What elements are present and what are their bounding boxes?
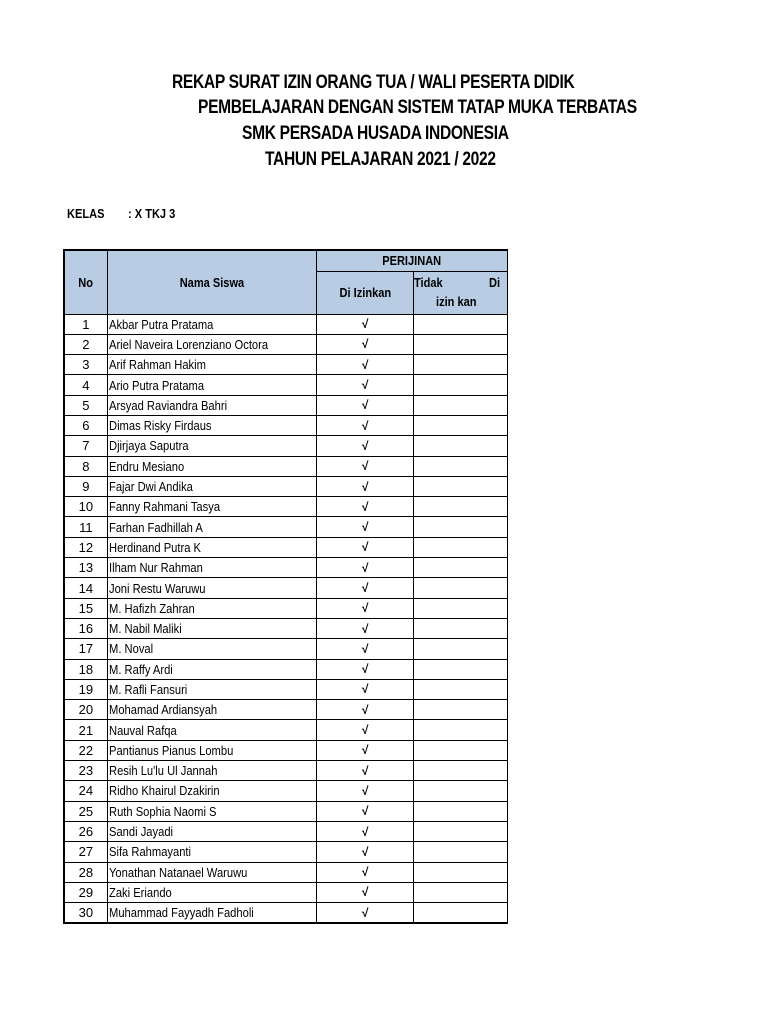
- student-name-cell: [107, 476, 316, 496]
- izin-checkmark: √: [317, 558, 414, 578]
- student-name-cell: [107, 639, 316, 659]
- student-name-cell: [107, 456, 316, 476]
- header-izinkan-word: izin kan: [436, 293, 477, 309]
- izin-checkmark: √: [317, 700, 414, 720]
- izin-checkmark: √: [317, 720, 414, 740]
- student-name: M. Rafli Fansuri: [108, 681, 188, 697]
- student-name: Sandi Jayadi: [108, 824, 173, 840]
- izin-checkmark: √: [317, 476, 414, 496]
- student-name: Nauval Rafqa: [108, 722, 177, 738]
- tidak-izin-cell: [414, 314, 508, 334]
- izin-checkmark: √: [317, 781, 414, 801]
- student-name-cell: [107, 659, 316, 679]
- table-row: [64, 618, 508, 638]
- tidak-izin-cell: [414, 821, 508, 841]
- student-name-cell: [107, 436, 316, 456]
- table-row: [64, 314, 508, 334]
- table-row: [64, 415, 508, 435]
- row-number: 6: [64, 415, 107, 435]
- student-name-cell: [107, 740, 316, 760]
- izin-checkmark: √: [317, 659, 414, 679]
- tidak-izin-cell: [414, 375, 508, 395]
- header-di-word: Di: [489, 274, 501, 290]
- row-number: 9: [64, 476, 107, 496]
- izin-checkmark: √: [317, 821, 414, 841]
- student-name-cell: [107, 395, 316, 415]
- student-name-cell: [107, 497, 316, 517]
- tidak-izin-cell: [414, 456, 508, 476]
- header-no: No: [64, 250, 107, 314]
- table-row: [64, 821, 508, 841]
- student-name-cell: [107, 598, 316, 618]
- tidak-izin-cell: [414, 639, 508, 659]
- title-line-2: PEMBELAJARAN DENGAN SISTEM TATAP MUKA TERBATAS: [198, 97, 637, 118]
- student-name: Djirjaya Saputra: [108, 438, 189, 454]
- izin-checkmark: √: [317, 355, 414, 375]
- table-row: [64, 517, 508, 537]
- tidak-izin-cell: [414, 801, 508, 821]
- student-name: Fajar Dwi Andika: [108, 479, 193, 495]
- izin-checkmark: √: [317, 842, 414, 862]
- tidak-izin-cell: [414, 395, 508, 415]
- izin-checkmark: √: [317, 903, 414, 924]
- student-name-cell: [107, 903, 316, 924]
- tidak-izin-cell: [414, 598, 508, 618]
- table-row: [64, 781, 508, 801]
- table-row: [64, 558, 508, 578]
- student-name: M. Hafizh Zahran: [108, 600, 195, 616]
- table-row: [64, 456, 508, 476]
- row-number: 2: [64, 334, 107, 354]
- student-name-cell: [107, 821, 316, 841]
- table-row: [64, 700, 508, 720]
- izin-checkmark: √: [317, 537, 414, 557]
- student-name-cell: [107, 415, 316, 435]
- izin-checkmark: √: [317, 436, 414, 456]
- student-name-cell: [107, 355, 316, 375]
- student-name-cell: [107, 558, 316, 578]
- student-name: Ilham Nur Rahman: [108, 560, 203, 576]
- student-name: Akbar Putra Pratama: [108, 316, 214, 332]
- student-name: Ariel Naveira Lorenziano Octora: [108, 336, 268, 352]
- table-row: [64, 679, 508, 699]
- table-row: [64, 862, 508, 882]
- tidak-izin-cell: [414, 740, 508, 760]
- student-name-cell: [107, 517, 316, 537]
- table-row: [64, 355, 508, 375]
- row-number: 11: [64, 517, 107, 537]
- student-name: Sifa Rahmayanti: [108, 844, 191, 860]
- tidak-izin-cell: [414, 882, 508, 902]
- row-number: 19: [64, 679, 107, 699]
- izin-checkmark: √: [317, 314, 414, 334]
- title-line-1: REKAP SURAT IZIN ORANG TUA / WALI PESERTA DIDIK: [172, 72, 575, 93]
- kelas-value: : X TKJ 3: [128, 206, 176, 221]
- izin-checkmark: √: [317, 882, 414, 902]
- tidak-izin-cell: [414, 903, 508, 924]
- table-row: [64, 659, 508, 679]
- row-number: 7: [64, 436, 107, 456]
- table-row: [64, 497, 508, 517]
- student-name: Resih Lu'lu Ul Jannah: [108, 763, 218, 779]
- student-name-cell: [107, 842, 316, 862]
- izin-checkmark: √: [317, 578, 414, 598]
- table-row: [64, 436, 508, 456]
- tidak-izin-cell: [414, 659, 508, 679]
- row-number: 18: [64, 659, 107, 679]
- izin-checkmark: √: [317, 375, 414, 395]
- tidak-izin-cell: [414, 842, 508, 862]
- student-name: Mohamad Ardiansyah: [108, 702, 217, 718]
- student-permission-table: [63, 249, 508, 924]
- student-name: Ario Putra Pratama: [108, 377, 204, 393]
- izin-checkmark: √: [317, 517, 414, 537]
- student-name: Muhammad Fayyadh Fadholi: [108, 905, 254, 921]
- student-name-cell: [107, 720, 316, 740]
- table-row: [64, 476, 508, 496]
- row-number: 8: [64, 456, 107, 476]
- izin-checkmark: √: [317, 862, 414, 882]
- tidak-izin-cell: [414, 618, 508, 638]
- tidak-izin-cell: [414, 476, 508, 496]
- row-number: 14: [64, 578, 107, 598]
- row-number: 24: [64, 781, 107, 801]
- header-tidak-diizinkan: [414, 271, 508, 314]
- row-number: 10: [64, 497, 107, 517]
- tidak-izin-cell: [414, 558, 508, 578]
- student-name: Farhan Fadhillah A: [108, 519, 203, 535]
- tidak-izin-cell: [414, 578, 508, 598]
- student-name-cell: [107, 375, 316, 395]
- student-name: Arsyad Raviandra Bahri: [108, 397, 227, 413]
- table-row: [64, 395, 508, 415]
- izin-checkmark: √: [317, 334, 414, 354]
- izin-checkmark: √: [317, 618, 414, 638]
- row-number: 22: [64, 740, 107, 760]
- izin-checkmark: √: [317, 415, 414, 435]
- row-number: 20: [64, 700, 107, 720]
- student-name: Pantianus Pianus Lombu: [108, 742, 234, 758]
- student-name: Fanny Rahmani Tasya: [108, 499, 220, 515]
- tidak-izin-cell: [414, 720, 508, 740]
- izin-checkmark: √: [317, 801, 414, 821]
- tidak-izin-cell: [414, 862, 508, 882]
- tidak-izin-cell: [414, 781, 508, 801]
- tidak-izin-cell: [414, 679, 508, 699]
- row-number: 17: [64, 639, 107, 659]
- izin-checkmark: √: [317, 761, 414, 781]
- table-row: [64, 842, 508, 862]
- student-name-cell: [107, 761, 316, 781]
- table-row: [64, 903, 508, 924]
- student-name: M. Noval: [108, 641, 153, 657]
- table-row: [64, 761, 508, 781]
- izin-checkmark: √: [317, 740, 414, 760]
- student-name: M. Raffy Ardi: [108, 661, 173, 677]
- tidak-izin-cell: [414, 497, 508, 517]
- student-name-cell: [107, 862, 316, 882]
- row-number: 21: [64, 720, 107, 740]
- table-row: [64, 882, 508, 902]
- row-number: 3: [64, 355, 107, 375]
- student-name: Endru Mesiano: [108, 458, 185, 474]
- student-name-cell: [107, 334, 316, 354]
- table-row: [64, 375, 508, 395]
- student-name-cell: [107, 781, 316, 801]
- table-row: [64, 801, 508, 821]
- izin-checkmark: √: [317, 497, 414, 517]
- header-tidak-word: Tidak: [414, 274, 443, 290]
- table-row: [64, 598, 508, 618]
- student-name: Ruth Sophia Naomi S: [108, 803, 217, 819]
- tidak-izin-cell: [414, 334, 508, 354]
- row-number: 12: [64, 537, 107, 557]
- row-number: 25: [64, 801, 107, 821]
- header-perijinan: PERIJINAN: [317, 250, 508, 271]
- student-name-cell: [107, 537, 316, 557]
- student-name: Dimas Risky Firdaus: [108, 418, 212, 434]
- tidak-izin-cell: [414, 537, 508, 557]
- izin-checkmark: √: [317, 679, 414, 699]
- izin-checkmark: √: [317, 456, 414, 476]
- row-number: 26: [64, 821, 107, 841]
- student-name-cell: [107, 801, 316, 821]
- izin-checkmark: √: [317, 598, 414, 618]
- row-number: 15: [64, 598, 107, 618]
- row-number: 16: [64, 618, 107, 638]
- student-name: Herdinand Putra K: [108, 539, 201, 555]
- tidak-izin-cell: [414, 355, 508, 375]
- row-number: 13: [64, 558, 107, 578]
- row-number: 23: [64, 761, 107, 781]
- table-row: [64, 740, 508, 760]
- tidak-izin-cell: [414, 700, 508, 720]
- table-row: [64, 537, 508, 557]
- row-number: 4: [64, 375, 107, 395]
- row-number: 28: [64, 862, 107, 882]
- student-name-cell: [107, 618, 316, 638]
- student-name: Yonathan Natanael Waruwu: [108, 864, 248, 880]
- row-number: 5: [64, 395, 107, 415]
- row-number: 1: [64, 314, 107, 334]
- student-name: Ridho Khairul Dzakirin: [108, 783, 220, 799]
- table-row: [64, 334, 508, 354]
- izin-checkmark: √: [317, 639, 414, 659]
- kelas-label: KELAS: [67, 206, 105, 221]
- student-name: Arif Rahman Hakim: [108, 357, 206, 373]
- header-di-izinkan: Di Izinkan: [317, 271, 414, 314]
- row-number: 29: [64, 882, 107, 902]
- header-nama-siswa: Nama Siswa: [107, 250, 316, 314]
- tidak-izin-cell: [414, 415, 508, 435]
- student-name: Zaki Eriando: [108, 884, 172, 900]
- row-number: 27: [64, 842, 107, 862]
- tidak-izin-cell: [414, 436, 508, 456]
- student-name-cell: [107, 314, 316, 334]
- title-line-4: TAHUN PELAJARAN 2021 / 2022: [265, 149, 496, 170]
- table-row: [64, 720, 508, 740]
- student-name-cell: [107, 882, 316, 902]
- tidak-izin-cell: [414, 761, 508, 781]
- tidak-izin-cell: [414, 517, 508, 537]
- table-row: [64, 578, 508, 598]
- student-name-cell: [107, 578, 316, 598]
- table-row: [64, 639, 508, 659]
- student-name: Joni Restu Waruwu: [108, 580, 206, 596]
- title-line-3: SMK PERSADA HUSADA INDONESIA: [242, 123, 509, 144]
- student-name-cell: [107, 700, 316, 720]
- student-name-cell: [107, 679, 316, 699]
- student-name: M. Nabil Maliki: [108, 621, 182, 637]
- table-body: [64, 314, 508, 923]
- izin-checkmark: √: [317, 395, 414, 415]
- row-number: 30: [64, 903, 107, 924]
